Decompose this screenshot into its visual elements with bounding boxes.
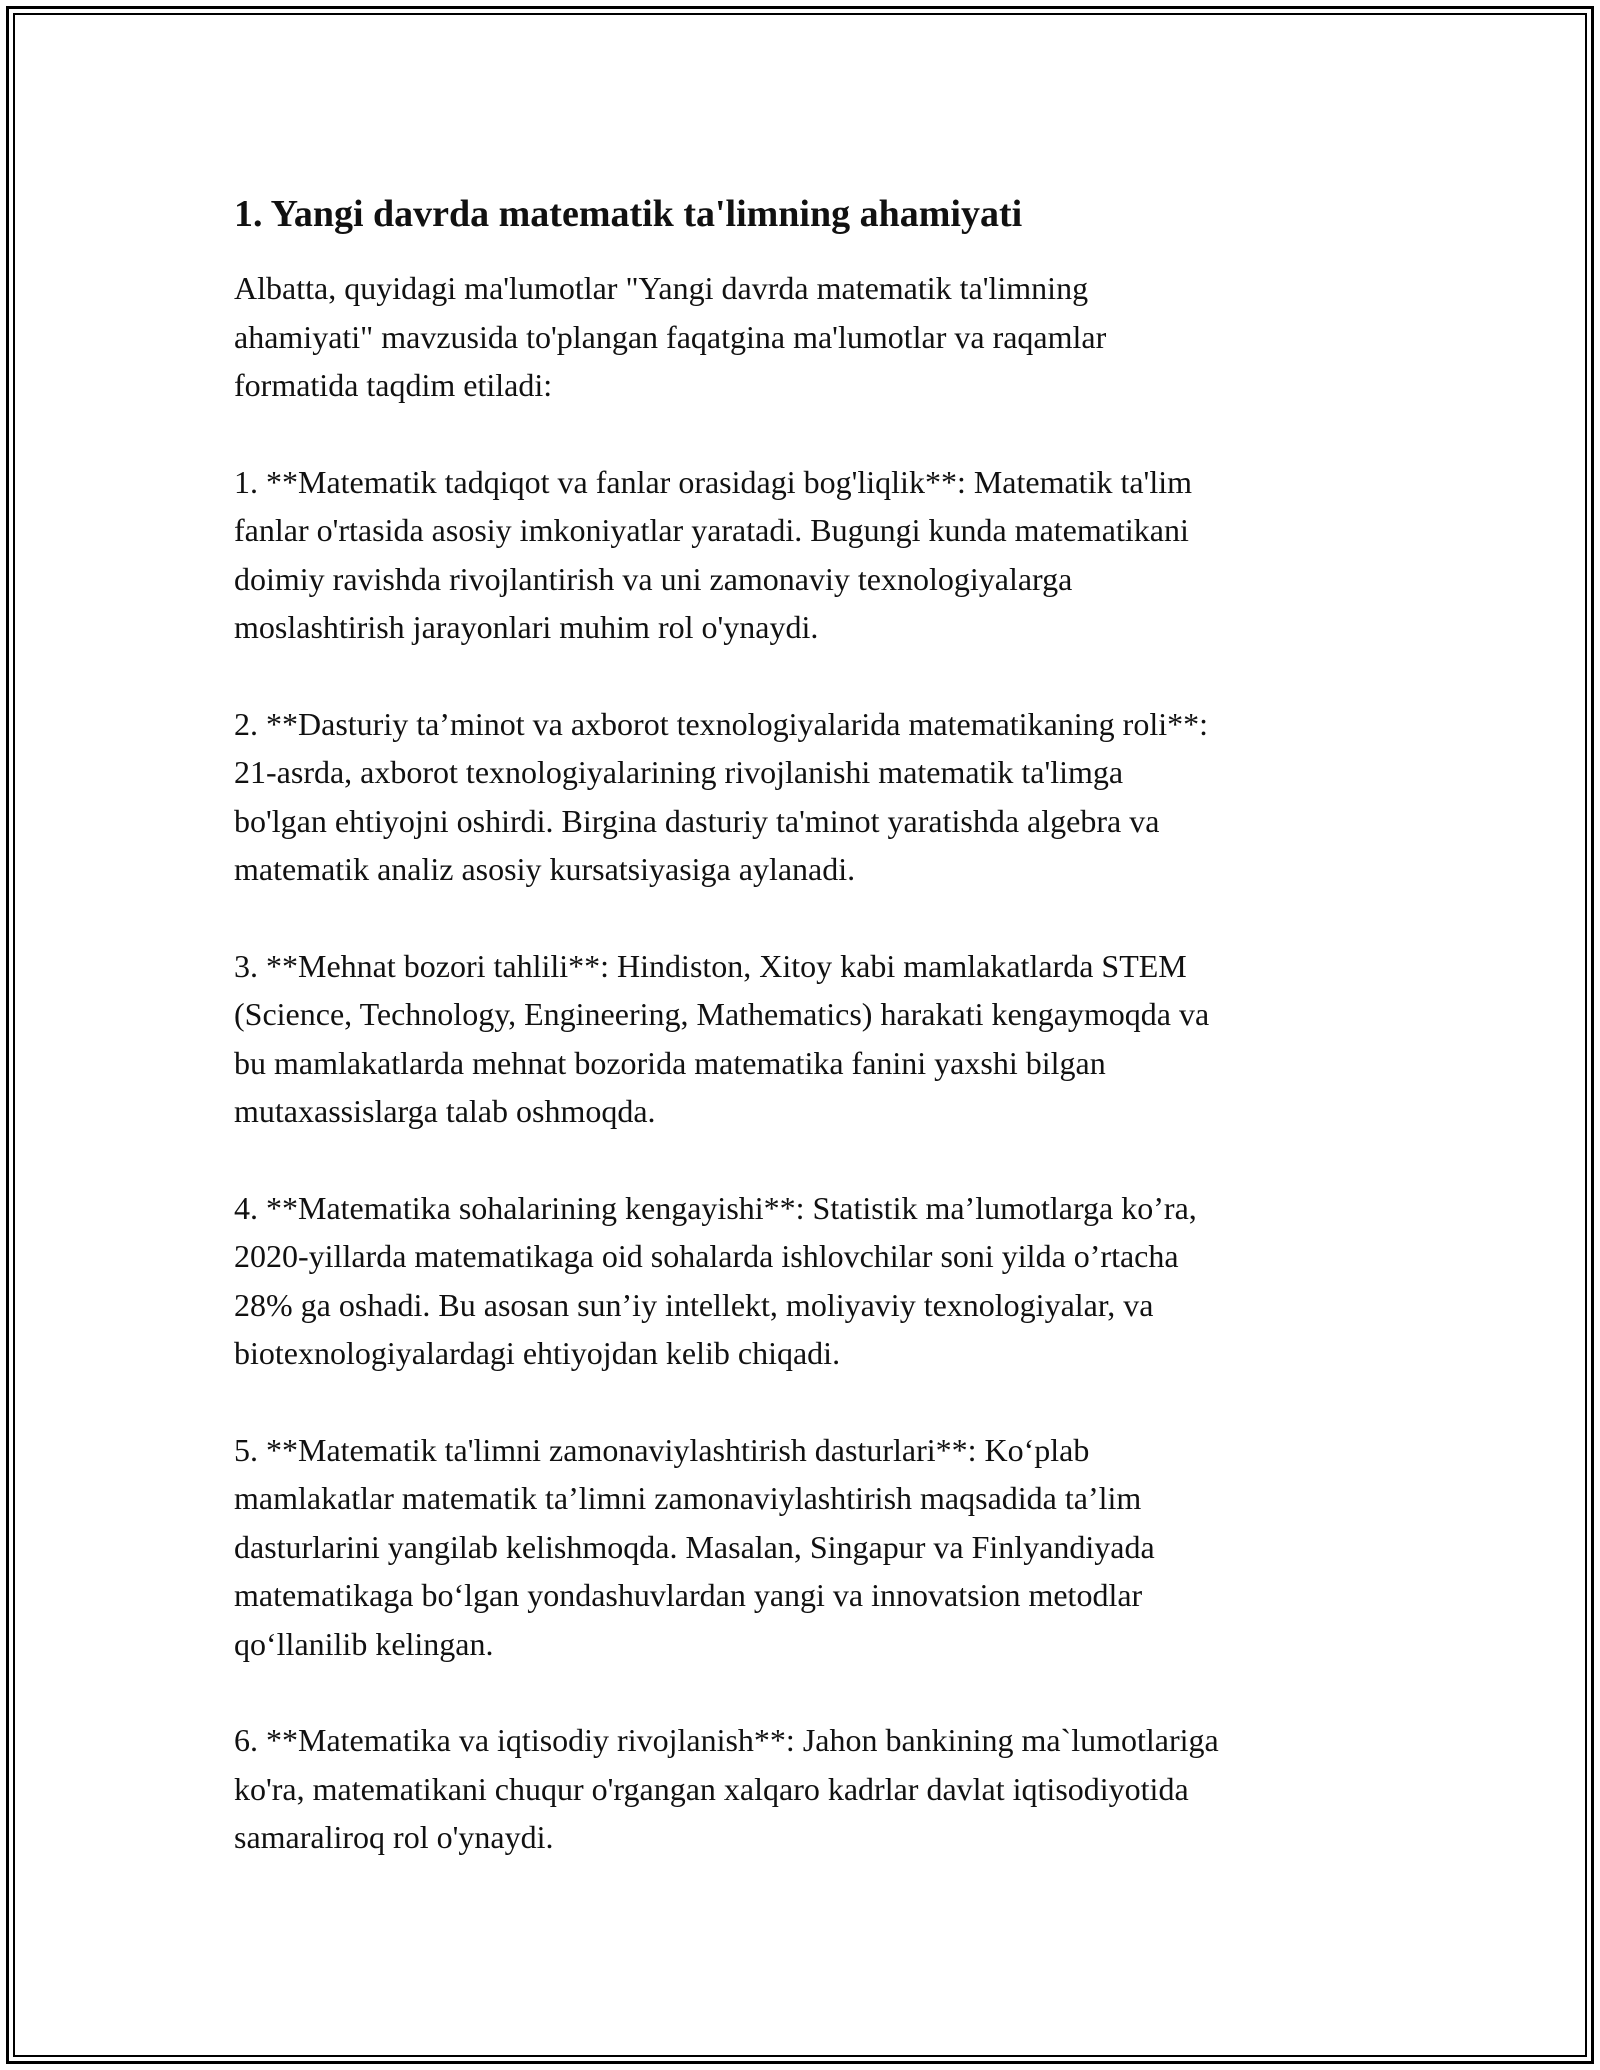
numbered-list	[234, 458, 1374, 1862]
list-item: 1. **Matematik tadqiqot va fanlar orasidagi bog'liqlik**: Matematik ta'lim fanlar o'rtasida asosiy imkoniyatlar yaratadi. Bugungi kunda matematikani doimiy ravishda rivojlantirish va uni zamonaviy texnologiyalarga moslashtirish jarayonlari muhim rol o'ynaydi.	[234, 463, 1192, 645]
document-title: 1. Yangi davrda matematik ta'limning ahamiyati	[234, 193, 1023, 235]
list-item: 6. **Matematika va iqtisodiy rivojlanish**: Jahon bankining ma`lumotlariga ko'ra, matematikani chuqur o'rgangan xalqaro kadrlar davlat iqtisodiyotida samaraliroq rol o'ynaydi.	[234, 1722, 1219, 1855]
list-item: 5. **Matematik ta'limni zamonaviylashtirish dasturlari**: Koʻplab mamlakatlar matematik ta’limni zamonaviylashtirish maqsadida ta’lim dasturlarini yangilab kelishmoqda. Masalan, Singapur va Finlyandiyada matematikaga boʻlgan yondashuvlardan yangi va innovatsion metodlar qoʻllanilib kelingan.	[234, 1431, 1155, 1662]
document-body	[234, 186, 1374, 1862]
list-item: 3. **Mehnat bozori tahlili**: Hindiston, Xitoy kabi mamlakatlarda STEM (Science, Technology, Engineering, Mathematics) harakati kengaymoqda va bu mamlakatlarda mehnat bozorida matematika fanini yaxshi bilgan mutaxassislarga talab oshmoqda.	[234, 947, 1210, 1129]
intro-paragraph: Albatta, quyidagi ma'lumotlar "Yangi davrda matematik ta'limning ahamiyati" mavzusida to'plangan faqatgina ma'lumotlar va raqamlar formatida taqdim etiladi:	[234, 270, 1107, 403]
list-item: 2. **Dasturiy ta’minot va axborot texnologiyalarida matematikaning roli**: 21-asrda, axborot texnologiyalarining rivojlanishi matematik ta'limga bo'lgan ehtiyojni oshirdi. Birgina dasturiy ta'minot yaratishda algebra va matematik analiz asosiy kursatsiyasiga aylanadi.	[234, 705, 1208, 887]
list-item: 4. **Matematika sohalarining kengayishi**: Statistik ma’lumotlarga ko’ra, 2020-yillarda matematikaga oid sohalarda ishlovchilar soni yilda o’rtacha 28% ga oshadi. Bu asosan sun’iy intellekt, moliyaviy texnologiyalar, va biotexnologiyalardagi ehtiyojdan kelib chiqadi.	[234, 1189, 1197, 1371]
